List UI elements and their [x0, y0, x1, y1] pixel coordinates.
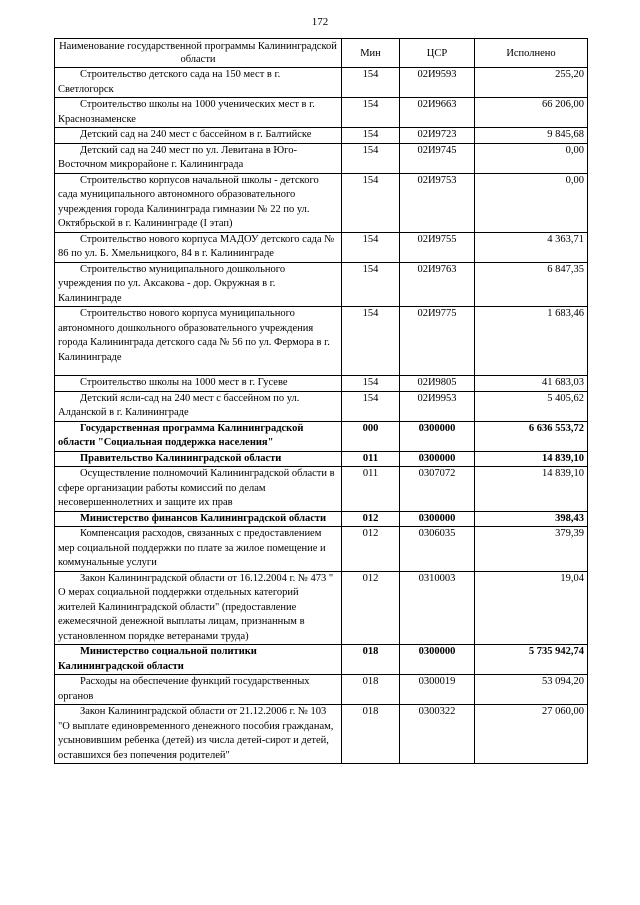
row-csr-cell: 02И9663: [400, 98, 475, 128]
table-row: [55, 232, 588, 262]
row-name-cell: [55, 128, 342, 144]
table-row: [55, 527, 588, 572]
row-min-cell: 154: [342, 173, 400, 232]
row-exec-cell: 5 735 942,74: [475, 645, 588, 675]
row-csr-cell: 0300019: [400, 675, 475, 705]
row-min-cell: 154: [342, 143, 400, 173]
row-exec-cell: 6 847,35: [475, 262, 588, 307]
row-exec-cell: 19,04: [475, 571, 588, 645]
row-name-cell: [55, 262, 342, 307]
table-row: [55, 705, 588, 764]
row-exec-cell: 14 839,10: [475, 467, 588, 512]
row-name-cell: [55, 705, 342, 764]
row-csr-cell: 0306035: [400, 527, 475, 572]
row-csr-cell: 02И9745: [400, 143, 475, 173]
row-exec-cell: 255,20: [475, 68, 588, 98]
row-name-cell: [55, 571, 342, 645]
row-exec-cell: 4 363,71: [475, 232, 588, 262]
row-name-cell: [55, 451, 342, 467]
row-name-text: Министерство финансов Калининградской области: [80, 512, 327, 524]
page-number: 172: [311, 16, 329, 28]
row-name-cell: [55, 391, 342, 421]
row-name-text: Компенсация расходов, связанных с предоставлением мер социальной поддержки по плате за жилое помещение и коммунальные услуги: [58, 528, 326, 568]
row-exec-cell: 66 206,00: [475, 98, 588, 128]
row-min-cell: 012: [342, 511, 400, 527]
row-min-cell: 018: [342, 705, 400, 764]
header-csr: ЦСР: [400, 39, 475, 68]
row-exec-cell: 0,00: [475, 143, 588, 173]
table-row: [55, 391, 588, 421]
header-min: Мин: [342, 39, 400, 68]
row-name-cell: [55, 232, 342, 262]
row-exec-cell: 5 405,62: [475, 391, 588, 421]
row-name-cell: [55, 307, 342, 376]
row-name-text: Строительство школы на 1000 мест в г. Гусеве: [80, 377, 288, 388]
row-exec-cell: 1 683,46: [475, 307, 588, 376]
row-name-text: Строительство школы на 1000 ученических мест в г. Краснознаменске: [58, 99, 315, 125]
header-name: Наименование государственной программы Калининградской области: [55, 39, 342, 68]
row-csr-cell: 0307072: [400, 467, 475, 512]
row-exec-cell: 0,00: [475, 173, 588, 232]
row-name-text: Строительство нового корпуса муниципального автономного дошкольного образовательного учреждения города Калининграда детского сада № 56 по ул. Фермора в г. Калининграде: [58, 308, 330, 363]
row-csr-cell: 0300000: [400, 421, 475, 451]
table-header-row: [55, 39, 588, 68]
row-name-text: Осуществление полномочий Калининградской области в сфере организации работы комиссий по делам несовершеннолетних и защите их прав: [58, 468, 335, 508]
row-name-cell: [55, 173, 342, 232]
row-name-cell: [55, 421, 342, 451]
row-min-cell: 154: [342, 262, 400, 307]
row-name-cell: [55, 511, 342, 527]
row-exec-cell: 53 094,20: [475, 675, 588, 705]
table-body: [55, 68, 588, 764]
row-min-cell: 012: [342, 527, 400, 572]
row-name-cell: [55, 645, 342, 675]
row-exec-cell: 14 839,10: [475, 451, 588, 467]
table-row: [55, 173, 588, 232]
table-row: [55, 128, 588, 144]
row-csr-cell: 02И9763: [400, 262, 475, 307]
table-row: [55, 571, 588, 645]
table-row: [55, 376, 588, 392]
table-row: [55, 262, 588, 307]
row-name-text: Детский сад на 240 мест с бассейном в г. Балтийске: [80, 129, 312, 140]
row-min-cell: 011: [342, 467, 400, 512]
row-csr-cell: 02И9755: [400, 232, 475, 262]
table-row: [55, 645, 588, 675]
row-min-cell: 154: [342, 376, 400, 392]
table-row: [55, 451, 588, 467]
row-name-cell: [55, 527, 342, 572]
table-row: [55, 675, 588, 705]
row-min-cell: 018: [342, 675, 400, 705]
row-name-text: Детский ясли-сад на 240 мест с бассейном по ул. Алданской в г. Калининграде: [58, 392, 300, 418]
row-min-cell: 012: [342, 571, 400, 645]
row-name-text: Государственная программа Калининградской области "Социальная поддержка населения": [58, 422, 304, 448]
row-name-text: Закон Калининградской области от 16.12.2004 г. № 473 " О мерах социальной поддержки отдельных категорий жителей Калининградской области" (предоставление ежемесячной денежной выплаты лицам, признанным в установленном порядке ветеранами труда): [58, 572, 334, 642]
row-name-text: Строительство корпусов начальной школы - детского сада муниципального автономного образовательного учреждения города Калининграда гимназии № 22 по ул. Октябрьской в г. Калининграде (I этап): [58, 174, 319, 229]
table-row: [55, 421, 588, 451]
row-csr-cell: 02И9723: [400, 128, 475, 144]
row-csr-cell: 02И9593: [400, 68, 475, 98]
row-exec-cell: 9 845,68: [475, 128, 588, 144]
row-exec-cell: 379,39: [475, 527, 588, 572]
row-name-text: Правительство Калининградской области: [80, 452, 282, 464]
row-name-cell: [55, 376, 342, 392]
row-csr-cell: 02И9753: [400, 173, 475, 232]
table-row: [55, 98, 588, 128]
row-name-text: Строительство нового корпуса МАДОУ детского сада № 86 по ул. Б. Хмельницкого, 84 в г. Калининграде: [58, 233, 335, 259]
row-min-cell: 154: [342, 128, 400, 144]
row-csr-cell: 02И9775: [400, 307, 475, 376]
row-exec-cell: 6 636 553,72: [475, 421, 588, 451]
row-min-cell: 154: [342, 391, 400, 421]
row-name-text: Строительство детского сада на 150 мест в г. Светлогорск: [58, 69, 281, 95]
row-name-cell: [55, 143, 342, 173]
row-name-text: Детский сад на 240 мест по ул. Левитана в Юго-Восточном микрорайоне г. Калининграда: [58, 144, 297, 170]
row-csr-cell: 0310003: [400, 571, 475, 645]
row-csr-cell: 0300000: [400, 645, 475, 675]
row-csr-cell: 02И9805: [400, 376, 475, 392]
row-name-text: Строительство муниципального дошкольного учреждения по ул. Аксакова - дор. Окружная в г. Калининграде: [58, 263, 286, 304]
row-name-text: Расходы на обеспечение функций государственных органов: [58, 676, 310, 702]
row-csr-cell: 02И9953: [400, 391, 475, 421]
row-exec-cell: 27 060,00: [475, 705, 588, 764]
row-min-cell: 018: [342, 645, 400, 675]
row-exec-cell: 398,43: [475, 511, 588, 527]
table-row: [55, 143, 588, 173]
row-csr-cell: 0300000: [400, 451, 475, 467]
table-row: [55, 307, 588, 376]
row-name-cell: [55, 98, 342, 128]
row-min-cell: 154: [342, 307, 400, 376]
row-name-cell: [55, 68, 342, 98]
row-min-cell: 154: [342, 68, 400, 98]
budget-table: [54, 38, 588, 764]
row-min-cell: 154: [342, 98, 400, 128]
row-csr-cell: 0300322: [400, 705, 475, 764]
row-exec-cell: 41 683,03: [475, 376, 588, 392]
row-min-cell: 000: [342, 421, 400, 451]
table-row: [55, 68, 588, 98]
row-name-text: Министерство социальной политики Калининградской области: [58, 646, 257, 672]
row-csr-cell: 0300000: [400, 511, 475, 527]
header-exec: Исполнено: [475, 39, 588, 68]
row-name-cell: [55, 467, 342, 512]
row-name-text: Закон Калининградской области от 21.12.2006 г. № 103 "О выплате единовременного денежного пособия гражданам, усыновившим ребенка (детей) из числа детей-сирот и детей, оставшихся без попечения родителей": [58, 706, 334, 761]
row-name-cell: [55, 675, 342, 705]
row-min-cell: 011: [342, 451, 400, 467]
row-min-cell: 154: [342, 232, 400, 262]
table-row: [55, 467, 588, 512]
table-row: [55, 511, 588, 527]
